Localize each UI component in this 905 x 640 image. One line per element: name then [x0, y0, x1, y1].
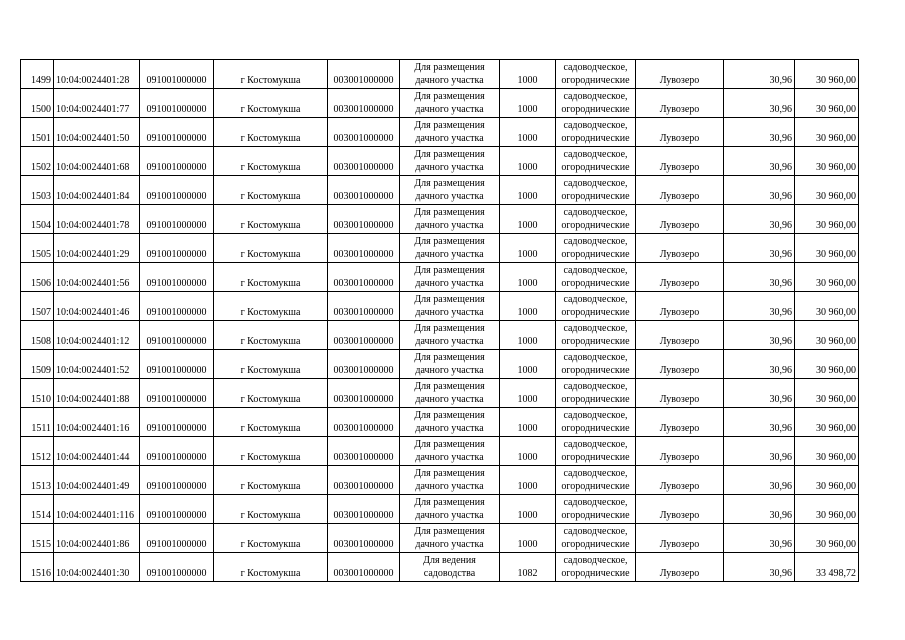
- permitted-use-line-2: дачного участка: [415, 394, 484, 405]
- table-row: [21, 379, 859, 408]
- permitted-use-line-1: Для размещения: [414, 207, 485, 218]
- permitted-use: [400, 350, 500, 379]
- land-category-line-2: огороднические: [561, 162, 630, 173]
- place-name: Лувозеро: [636, 292, 724, 321]
- row-number: 1515: [21, 524, 54, 553]
- classifier-code: 003001000000: [328, 118, 400, 147]
- specific-value: 30,96: [724, 60, 795, 89]
- table-row: [21, 205, 859, 234]
- cadastral-number: 10:04:0024401:116: [54, 495, 140, 524]
- specific-value: 30,96: [724, 379, 795, 408]
- place-name: Лувозеро: [636, 60, 724, 89]
- cadastral-value: 30 960,00: [795, 147, 859, 176]
- cadastral-value: 30 960,00: [795, 176, 859, 205]
- area: 1000: [500, 234, 556, 263]
- okato-code: 091001000000: [140, 292, 214, 321]
- locality: г Костомукша: [214, 234, 328, 263]
- row-number: 1510: [21, 379, 54, 408]
- table-row: [21, 292, 859, 321]
- row-number: 1514: [21, 495, 54, 524]
- area: 1000: [500, 89, 556, 118]
- land-category-line-1: садоводческое,: [563, 468, 628, 479]
- locality: г Костомукша: [214, 379, 328, 408]
- row-number: 1507: [21, 292, 54, 321]
- land-category-line-2: огороднические: [561, 568, 630, 579]
- specific-value: 30,96: [724, 524, 795, 553]
- permitted-use-line-2: дачного участка: [415, 481, 484, 492]
- land-category-line-2: огороднические: [561, 249, 630, 260]
- table-row: [21, 89, 859, 118]
- land-category-line-1: садоводческое,: [563, 207, 628, 218]
- place-name: Лувозеро: [636, 234, 724, 263]
- locality: г Костомукша: [214, 408, 328, 437]
- land-category-line-2: огороднические: [561, 278, 630, 289]
- permitted-use: [400, 234, 500, 263]
- cadastral-number: 10:04:0024401:16: [54, 408, 140, 437]
- cadastral-number: 10:04:0024401:28: [54, 60, 140, 89]
- classifier-code: 003001000000: [328, 495, 400, 524]
- specific-value: 30,96: [724, 553, 795, 582]
- land-category-line-2: огороднические: [561, 307, 630, 318]
- permitted-use: [400, 408, 500, 437]
- cadastral-number: 10:04:0024401:56: [54, 263, 140, 292]
- permitted-use-line-1: Для размещения: [414, 323, 485, 334]
- okato-code: 091001000000: [140, 147, 214, 176]
- specific-value: 30,96: [724, 466, 795, 495]
- land-category: [556, 234, 636, 263]
- classifier-code: 003001000000: [328, 60, 400, 89]
- cadastral-value: 30 960,00: [795, 350, 859, 379]
- specific-value: 30,96: [724, 408, 795, 437]
- place-name: Лувозеро: [636, 263, 724, 292]
- permitted-use-line-1: Для размещения: [414, 439, 485, 450]
- cadastral-value: 30 960,00: [795, 205, 859, 234]
- land-category: [556, 89, 636, 118]
- permitted-use-line-1: Для размещения: [414, 91, 485, 102]
- specific-value: 30,96: [724, 147, 795, 176]
- land-category: [556, 466, 636, 495]
- okato-code: 091001000000: [140, 408, 214, 437]
- row-number: 1513: [21, 466, 54, 495]
- table-row: [21, 147, 859, 176]
- permitted-use-line-1: Для размещения: [414, 526, 485, 537]
- cadastral-value: 30 960,00: [795, 60, 859, 89]
- permitted-use-line-1: Для размещения: [414, 497, 485, 508]
- area: 1000: [500, 379, 556, 408]
- area: 1000: [500, 263, 556, 292]
- cadastral-number: 10:04:0024401:30: [54, 553, 140, 582]
- okato-code: 091001000000: [140, 263, 214, 292]
- land-category-line-2: огороднические: [561, 481, 630, 492]
- area: 1000: [500, 118, 556, 147]
- cadastral-number: 10:04:0024401:52: [54, 350, 140, 379]
- land-category-line-2: огороднические: [561, 75, 630, 86]
- permitted-use-line-2: дачного участка: [415, 104, 484, 115]
- cadastral-number: 10:04:0024401:84: [54, 176, 140, 205]
- okato-code: 091001000000: [140, 379, 214, 408]
- okato-code: 091001000000: [140, 60, 214, 89]
- land-category-line-1: садоводческое,: [563, 410, 628, 421]
- classifier-code: 003001000000: [328, 350, 400, 379]
- cadastral-number: 10:04:0024401:44: [54, 437, 140, 466]
- area: 1000: [500, 292, 556, 321]
- classifier-code: 003001000000: [328, 89, 400, 118]
- specific-value: 30,96: [724, 437, 795, 466]
- permitted-use-line-2: дачного участка: [415, 307, 484, 318]
- permitted-use-line-2: дачного участка: [415, 75, 484, 86]
- land-category-line-2: огороднические: [561, 104, 630, 115]
- specific-value: 30,96: [724, 495, 795, 524]
- table-body: [21, 60, 859, 582]
- permitted-use-line-2: дачного участка: [415, 336, 484, 347]
- land-category-line-1: садоводческое,: [563, 178, 628, 189]
- permitted-use: [400, 466, 500, 495]
- land-category-line-1: садоводческое,: [563, 497, 628, 508]
- cadastral-number: 10:04:0024401:29: [54, 234, 140, 263]
- place-name: Лувозеро: [636, 147, 724, 176]
- table-row: [21, 553, 859, 582]
- permitted-use: [400, 147, 500, 176]
- locality: г Костомукша: [214, 292, 328, 321]
- land-category-line-2: огороднические: [561, 510, 630, 521]
- classifier-code: 003001000000: [328, 234, 400, 263]
- locality: г Костомукша: [214, 495, 328, 524]
- land-category: [556, 350, 636, 379]
- row-number: 1505: [21, 234, 54, 263]
- permitted-use-line-2: дачного участка: [415, 191, 484, 202]
- permitted-use: [400, 263, 500, 292]
- classifier-code: 003001000000: [328, 553, 400, 582]
- area: 1000: [500, 437, 556, 466]
- land-category-line-1: садоводческое,: [563, 120, 628, 131]
- land-category-line-2: огороднические: [561, 336, 630, 347]
- land-category-line-2: огороднические: [561, 191, 630, 202]
- cadastral-value: 30 960,00: [795, 408, 859, 437]
- land-category: [556, 205, 636, 234]
- cadastral-value: 30 960,00: [795, 524, 859, 553]
- locality: г Костомукша: [214, 89, 328, 118]
- land-category: [556, 495, 636, 524]
- classifier-code: 003001000000: [328, 176, 400, 205]
- land-category-line-2: огороднические: [561, 220, 630, 231]
- land-category-line-1: садоводческое,: [563, 62, 628, 73]
- classifier-code: 003001000000: [328, 263, 400, 292]
- area: 1000: [500, 495, 556, 524]
- land-category: [556, 379, 636, 408]
- area: 1000: [500, 350, 556, 379]
- land-category: [556, 118, 636, 147]
- permitted-use: [400, 553, 500, 582]
- specific-value: 30,96: [724, 350, 795, 379]
- locality: г Костомукша: [214, 205, 328, 234]
- land-category-line-1: садоводческое,: [563, 439, 628, 450]
- table-row: [21, 350, 859, 379]
- cadastral-number: 10:04:0024401:50: [54, 118, 140, 147]
- land-category-line-2: огороднические: [561, 539, 630, 550]
- table-row: [21, 60, 859, 89]
- cadastral-value: 30 960,00: [795, 495, 859, 524]
- locality: г Костомукша: [214, 176, 328, 205]
- okato-code: 091001000000: [140, 118, 214, 147]
- permitted-use-line-2: дачного участка: [415, 278, 484, 289]
- land-category-line-2: огороднические: [561, 452, 630, 463]
- permitted-use: [400, 437, 500, 466]
- area: 1000: [500, 408, 556, 437]
- okato-code: 091001000000: [140, 176, 214, 205]
- cadastral-number: 10:04:0024401:68: [54, 147, 140, 176]
- land-category: [556, 553, 636, 582]
- permitted-use-line-1: Для размещения: [414, 381, 485, 392]
- table-row: [21, 263, 859, 292]
- land-category: [556, 147, 636, 176]
- permitted-use-line-1: Для размещения: [414, 468, 485, 479]
- place-name: Лувозеро: [636, 408, 724, 437]
- row-number: 1511: [21, 408, 54, 437]
- land-category-line-2: огороднические: [561, 394, 630, 405]
- cadastral-value: 30 960,00: [795, 437, 859, 466]
- land-category: [556, 321, 636, 350]
- permitted-use-line-1: Для размещения: [414, 410, 485, 421]
- land-category-line-2: огороднические: [561, 423, 630, 434]
- permitted-use-line-1: Для размещения: [414, 294, 485, 305]
- land-category: [556, 60, 636, 89]
- permitted-use: [400, 60, 500, 89]
- land-category: [556, 263, 636, 292]
- cadastral-value: 30 960,00: [795, 379, 859, 408]
- row-number: 1509: [21, 350, 54, 379]
- cadastral-number: 10:04:0024401:12: [54, 321, 140, 350]
- permitted-use-line-2: дачного участка: [415, 249, 484, 260]
- land-category: [556, 292, 636, 321]
- land-category: [556, 176, 636, 205]
- classifier-code: 003001000000: [328, 205, 400, 234]
- okato-code: 091001000000: [140, 495, 214, 524]
- locality: г Костомукша: [214, 466, 328, 495]
- area: 1000: [500, 466, 556, 495]
- place-name: Лувозеро: [636, 495, 724, 524]
- cadastral-value: 30 960,00: [795, 118, 859, 147]
- cadastral-number: 10:04:0024401:46: [54, 292, 140, 321]
- permitted-use-line-2: садоводства: [423, 568, 476, 579]
- place-name: Лувозеро: [636, 466, 724, 495]
- permitted-use-line-1: Для размещения: [414, 265, 485, 276]
- place-name: Лувозеро: [636, 176, 724, 205]
- cadastral-value-table: [20, 59, 859, 582]
- permitted-use-line-1: Для размещения: [414, 236, 485, 247]
- row-number: 1508: [21, 321, 54, 350]
- okato-code: 091001000000: [140, 234, 214, 263]
- place-name: Лувозеро: [636, 321, 724, 350]
- permitted-use: [400, 495, 500, 524]
- table-row: [21, 524, 859, 553]
- land-category: [556, 437, 636, 466]
- cadastral-number: 10:04:0024401:88: [54, 379, 140, 408]
- locality: г Костомукша: [214, 350, 328, 379]
- permitted-use-line-2: дачного участка: [415, 452, 484, 463]
- cadastral-value: 30 960,00: [795, 321, 859, 350]
- place-name: Лувозеро: [636, 524, 724, 553]
- area: 1000: [500, 147, 556, 176]
- cadastral-value: 33 498,72: [795, 553, 859, 582]
- permitted-use: [400, 292, 500, 321]
- land-category-line-2: огороднические: [561, 133, 630, 144]
- permitted-use-line-2: дачного участка: [415, 220, 484, 231]
- permitted-use: [400, 89, 500, 118]
- permitted-use-line-2: дачного участка: [415, 162, 484, 173]
- permitted-use: [400, 524, 500, 553]
- table-row: [21, 408, 859, 437]
- row-number: 1504: [21, 205, 54, 234]
- row-number: 1499: [21, 60, 54, 89]
- permitted-use-line-2: дачного участка: [415, 539, 484, 550]
- permitted-use-line-1: Для размещения: [414, 120, 485, 131]
- okato-code: 091001000000: [140, 205, 214, 234]
- place-name: Лувозеро: [636, 350, 724, 379]
- permitted-use-line-1: Для ведения: [423, 555, 476, 566]
- classifier-code: 003001000000: [328, 292, 400, 321]
- permitted-use-line-2: дачного участка: [415, 365, 484, 376]
- classifier-code: 003001000000: [328, 408, 400, 437]
- permitted-use: [400, 321, 500, 350]
- locality: г Костомукша: [214, 147, 328, 176]
- area: 1000: [500, 176, 556, 205]
- place-name: Лувозеро: [636, 118, 724, 147]
- classifier-code: 003001000000: [328, 379, 400, 408]
- classifier-code: 003001000000: [328, 437, 400, 466]
- classifier-code: 003001000000: [328, 466, 400, 495]
- place-name: Лувозеро: [636, 205, 724, 234]
- row-number: 1506: [21, 263, 54, 292]
- permitted-use: [400, 205, 500, 234]
- permitted-use: [400, 118, 500, 147]
- place-name: Лувозеро: [636, 379, 724, 408]
- table-row: [21, 466, 859, 495]
- specific-value: 30,96: [724, 292, 795, 321]
- okato-code: 091001000000: [140, 321, 214, 350]
- land-category-line-1: садоводческое,: [563, 526, 628, 537]
- land-category-line-2: огороднические: [561, 365, 630, 376]
- row-number: 1501: [21, 118, 54, 147]
- locality: г Костомукша: [214, 553, 328, 582]
- specific-value: 30,96: [724, 263, 795, 292]
- area: 1082: [500, 553, 556, 582]
- table-row: [21, 321, 859, 350]
- table-row: [21, 118, 859, 147]
- classifier-code: 003001000000: [328, 147, 400, 176]
- land-category-line-1: садоводческое,: [563, 236, 628, 247]
- classifier-code: 003001000000: [328, 524, 400, 553]
- permitted-use-line-2: дачного участка: [415, 133, 484, 144]
- land-category: [556, 524, 636, 553]
- place-name: Лувозеро: [636, 437, 724, 466]
- locality: г Костомукша: [214, 118, 328, 147]
- table-row: [21, 437, 859, 466]
- area: 1000: [500, 524, 556, 553]
- locality: г Костомукша: [214, 524, 328, 553]
- area: 1000: [500, 321, 556, 350]
- cadastral-number: 10:04:0024401:86: [54, 524, 140, 553]
- land-category-line-1: садоводческое,: [563, 381, 628, 392]
- permitted-use-line-2: дачного участка: [415, 423, 484, 434]
- land-category-line-1: садоводческое,: [563, 265, 628, 276]
- cadastral-value: 30 960,00: [795, 234, 859, 263]
- okato-code: 091001000000: [140, 466, 214, 495]
- cadastral-number: 10:04:0024401:78: [54, 205, 140, 234]
- permitted-use: [400, 379, 500, 408]
- land-category-line-1: садоводческое,: [563, 294, 628, 305]
- land-category-line-1: садоводческое,: [563, 323, 628, 334]
- cadastral-value: 30 960,00: [795, 466, 859, 495]
- classifier-code: 003001000000: [328, 321, 400, 350]
- locality: г Костомукша: [214, 60, 328, 89]
- specific-value: 30,96: [724, 89, 795, 118]
- land-category-line-1: садоводческое,: [563, 91, 628, 102]
- specific-value: 30,96: [724, 234, 795, 263]
- okato-code: 091001000000: [140, 89, 214, 118]
- area: 1000: [500, 205, 556, 234]
- permitted-use-line-1: Для размещения: [414, 178, 485, 189]
- row-number: 1516: [21, 553, 54, 582]
- land-category-line-1: садоводческое,: [563, 555, 628, 566]
- row-number: 1512: [21, 437, 54, 466]
- specific-value: 30,96: [724, 205, 795, 234]
- table-row: [21, 495, 859, 524]
- locality: г Костомукша: [214, 437, 328, 466]
- row-number: 1502: [21, 147, 54, 176]
- okato-code: 091001000000: [140, 524, 214, 553]
- locality: г Костомукша: [214, 321, 328, 350]
- land-category-line-1: садоводческое,: [563, 149, 628, 160]
- okato-code: 091001000000: [140, 437, 214, 466]
- cadastral-value: 30 960,00: [795, 89, 859, 118]
- okato-code: 091001000000: [140, 350, 214, 379]
- place-name: Лувозеро: [636, 553, 724, 582]
- place-name: Лувозеро: [636, 89, 724, 118]
- table-row: [21, 176, 859, 205]
- land-category-line-1: садоводческое,: [563, 352, 628, 363]
- permitted-use: [400, 176, 500, 205]
- specific-value: 30,96: [724, 321, 795, 350]
- okato-code: 091001000000: [140, 553, 214, 582]
- cadastral-value: 30 960,00: [795, 292, 859, 321]
- table-row: [21, 234, 859, 263]
- permitted-use-line-1: Для размещения: [414, 149, 485, 160]
- row-number: 1503: [21, 176, 54, 205]
- cadastral-number: 10:04:0024401:49: [54, 466, 140, 495]
- permitted-use-line-1: Для размещения: [414, 62, 485, 73]
- permitted-use-line-2: дачного участка: [415, 510, 484, 521]
- specific-value: 30,96: [724, 118, 795, 147]
- cadastral-number: 10:04:0024401:77: [54, 89, 140, 118]
- permitted-use-line-1: Для размещения: [414, 352, 485, 363]
- locality: г Костомукша: [214, 263, 328, 292]
- specific-value: 30,96: [724, 176, 795, 205]
- row-number: 1500: [21, 89, 54, 118]
- land-category: [556, 408, 636, 437]
- cadastral-value: 30 960,00: [795, 263, 859, 292]
- area: 1000: [500, 60, 556, 89]
